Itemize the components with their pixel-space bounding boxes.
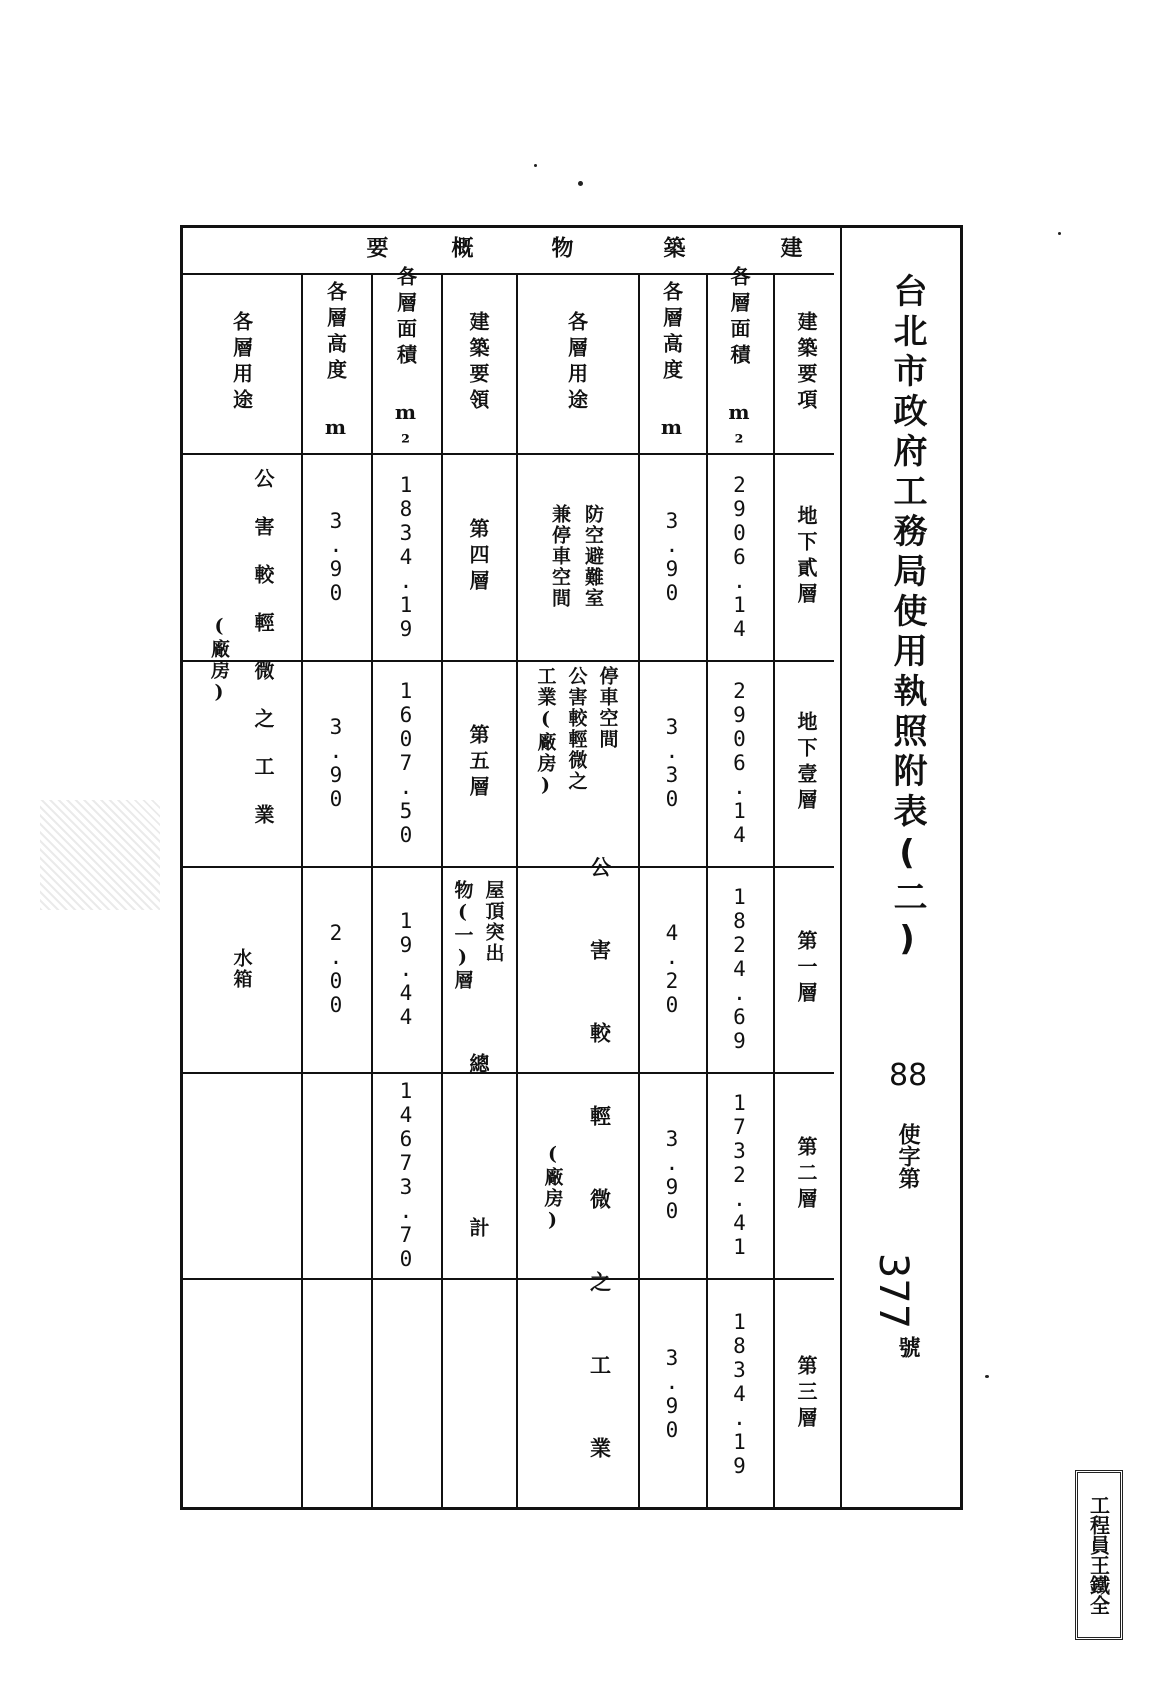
permit-number: 377 bbox=[870, 1252, 917, 1330]
scan-speck bbox=[1058, 232, 1061, 235]
floor-cell: 地下壹層 bbox=[794, 711, 818, 815]
scan-speck bbox=[534, 164, 537, 167]
approval-seal: 工程員王鐵全 bbox=[1075, 1470, 1123, 1640]
floor-cell: 總 計 bbox=[466, 1053, 490, 1297]
row-label-height: 各層高度 m bbox=[323, 281, 348, 445]
floor-cell: 第五層 bbox=[466, 724, 490, 802]
use-cell: 停車空間 公害較輕微之 工業(廠房) bbox=[534, 666, 619, 798]
row-label-use: 各層用途 bbox=[564, 311, 589, 415]
area-cell: 2906.14 bbox=[727, 679, 752, 847]
row-label-floor: 建築要領 bbox=[466, 311, 490, 415]
merged-use-cell: 公害較輕微之工業 (廠房) bbox=[541, 856, 613, 1520]
height-cell: 3.90 bbox=[324, 508, 348, 605]
row-label-use: 各層用途 bbox=[229, 311, 254, 415]
grid-line bbox=[840, 228, 842, 1507]
area-cell: 19.44 bbox=[394, 909, 418, 1029]
floor-cell: 第二層 bbox=[794, 1136, 818, 1214]
side-label-char: 物 bbox=[548, 236, 574, 258]
area-cell: 2906.14 bbox=[727, 472, 752, 641]
floor-cell: 地下貳層 bbox=[794, 504, 818, 609]
merged-use-cell: 公害較輕微之工業 (廠房) bbox=[208, 468, 275, 852]
side-label-char: 概 bbox=[448, 236, 474, 258]
area-cell: 1834.19 bbox=[394, 472, 418, 641]
row-label-area: 各層面積 m² bbox=[727, 266, 751, 460]
area-cell: 1824.69 bbox=[727, 885, 752, 1053]
floor-cell: 第三層 bbox=[794, 1355, 818, 1433]
height-cell: 3.90 bbox=[660, 1346, 684, 1442]
height-cell: 2.00 bbox=[324, 921, 348, 1017]
height-cell: 3.30 bbox=[660, 715, 684, 811]
floor-cell: 第一層 bbox=[794, 930, 818, 1008]
permit-suffix: 號 bbox=[895, 1336, 921, 1358]
side-label-char: 要 bbox=[363, 236, 389, 258]
scan-smudge bbox=[40, 800, 160, 910]
permit-table bbox=[180, 225, 963, 1520]
document-title: 台北市政府工務局使用執照附表(二) bbox=[887, 273, 927, 965]
row-label-height: 各層高度 m bbox=[659, 281, 684, 445]
area-cell: 1732.41 bbox=[727, 1091, 752, 1259]
scan-speck bbox=[985, 1375, 989, 1378]
height-cell: 3.90 bbox=[660, 1127, 684, 1223]
height-cell: 4.20 bbox=[660, 921, 684, 1017]
permit-year: 88 bbox=[889, 1058, 928, 1093]
height-cell: 3.90 bbox=[324, 715, 348, 811]
use-cell bbox=[183, 1072, 301, 1278]
scan-speck bbox=[578, 181, 583, 186]
side-label-char: 建 bbox=[777, 236, 803, 258]
floor-cell: 屋頂突出 物(一)層 bbox=[451, 880, 505, 991]
height-cell bbox=[301, 1072, 371, 1278]
use-cell: 防空避難室 兼停車空間 bbox=[549, 504, 604, 609]
row-label-floor: 建築要項 bbox=[794, 311, 818, 415]
side-label-char: 築 bbox=[660, 236, 686, 258]
row-label-area: 各層面積 m² bbox=[393, 266, 418, 460]
area-cell: 14673.70 bbox=[394, 1079, 418, 1271]
height-cell: 3.90 bbox=[660, 508, 684, 605]
permit-prefix: 使字第 bbox=[895, 1123, 921, 1189]
floor-cell: 第四層 bbox=[466, 517, 490, 596]
area-cell: 1607.50 bbox=[394, 679, 418, 847]
area-cell: 1834.19 bbox=[727, 1310, 752, 1478]
use-cell: 水箱 bbox=[230, 948, 253, 990]
